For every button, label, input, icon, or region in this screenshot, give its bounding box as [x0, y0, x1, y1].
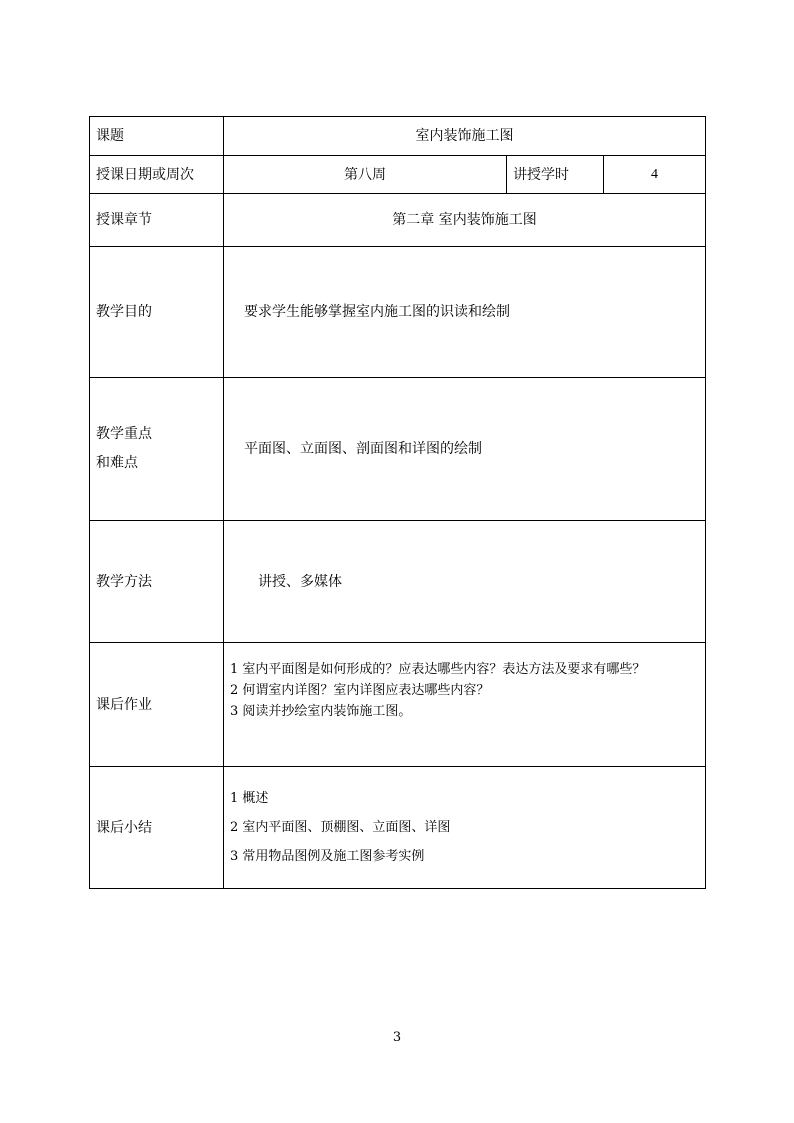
- homework-item: 1 室内平面图是如何形成的？应表达哪些内容？表达方法及要求有哪些？: [230, 662, 646, 677]
- keypoints-label: [90, 378, 224, 521]
- row-homework: [90, 643, 706, 767]
- hours-value: 4: [604, 156, 706, 194]
- summary-item: 3 常用物品图例及施工图参考实例: [230, 849, 425, 864]
- chapter-label: 授课章节: [90, 194, 224, 247]
- summary-label: 课后小结: [90, 767, 224, 889]
- homework-item: 3 阅读并抄绘室内装饰施工图。: [230, 704, 412, 719]
- date-label: 授课日期或周次: [90, 156, 224, 194]
- row-summary: [90, 767, 706, 889]
- date-value: 第八周: [224, 156, 507, 194]
- hours-label: 讲授学时: [507, 156, 604, 194]
- row-course-title: [90, 117, 706, 156]
- row-keypoints: [90, 378, 706, 521]
- row-method: [90, 521, 706, 643]
- chapter-value: 第二章 室内装饰施工图: [224, 194, 706, 247]
- row-objective: [90, 247, 706, 378]
- method-value: 讲授、多媒体: [224, 521, 706, 643]
- method-label: 教学方法: [90, 521, 224, 643]
- objective-value: 要求学生能够掌握室内施工图的识读和绘制: [224, 247, 706, 378]
- course-title-label: 课题: [90, 117, 224, 156]
- homework-list: [224, 643, 706, 767]
- summary-list: [224, 767, 706, 889]
- page-number: 3: [392, 1030, 402, 1045]
- keypoints-value: 平面图、立面图、剖面图和详图的绘制: [224, 378, 706, 521]
- row-date: [90, 156, 706, 194]
- row-chapter: [90, 194, 706, 247]
- homework-label: 课后作业: [90, 643, 224, 767]
- course-title-value: 室内装饰施工图: [224, 117, 706, 156]
- lesson-plan-table: [89, 116, 706, 889]
- homework-item: 2 何谓室内详图？室内详图应表达哪些内容？: [230, 683, 490, 698]
- summary-item: 2 室内平面图、顶棚图、立面图、详图: [230, 820, 451, 835]
- summary-item: 1 概述: [230, 791, 269, 806]
- keypoints-label-line2: 和难点: [96, 455, 138, 471]
- keypoints-label-line1: 教学重点: [96, 426, 152, 442]
- objective-label: 教学目的: [90, 247, 224, 378]
